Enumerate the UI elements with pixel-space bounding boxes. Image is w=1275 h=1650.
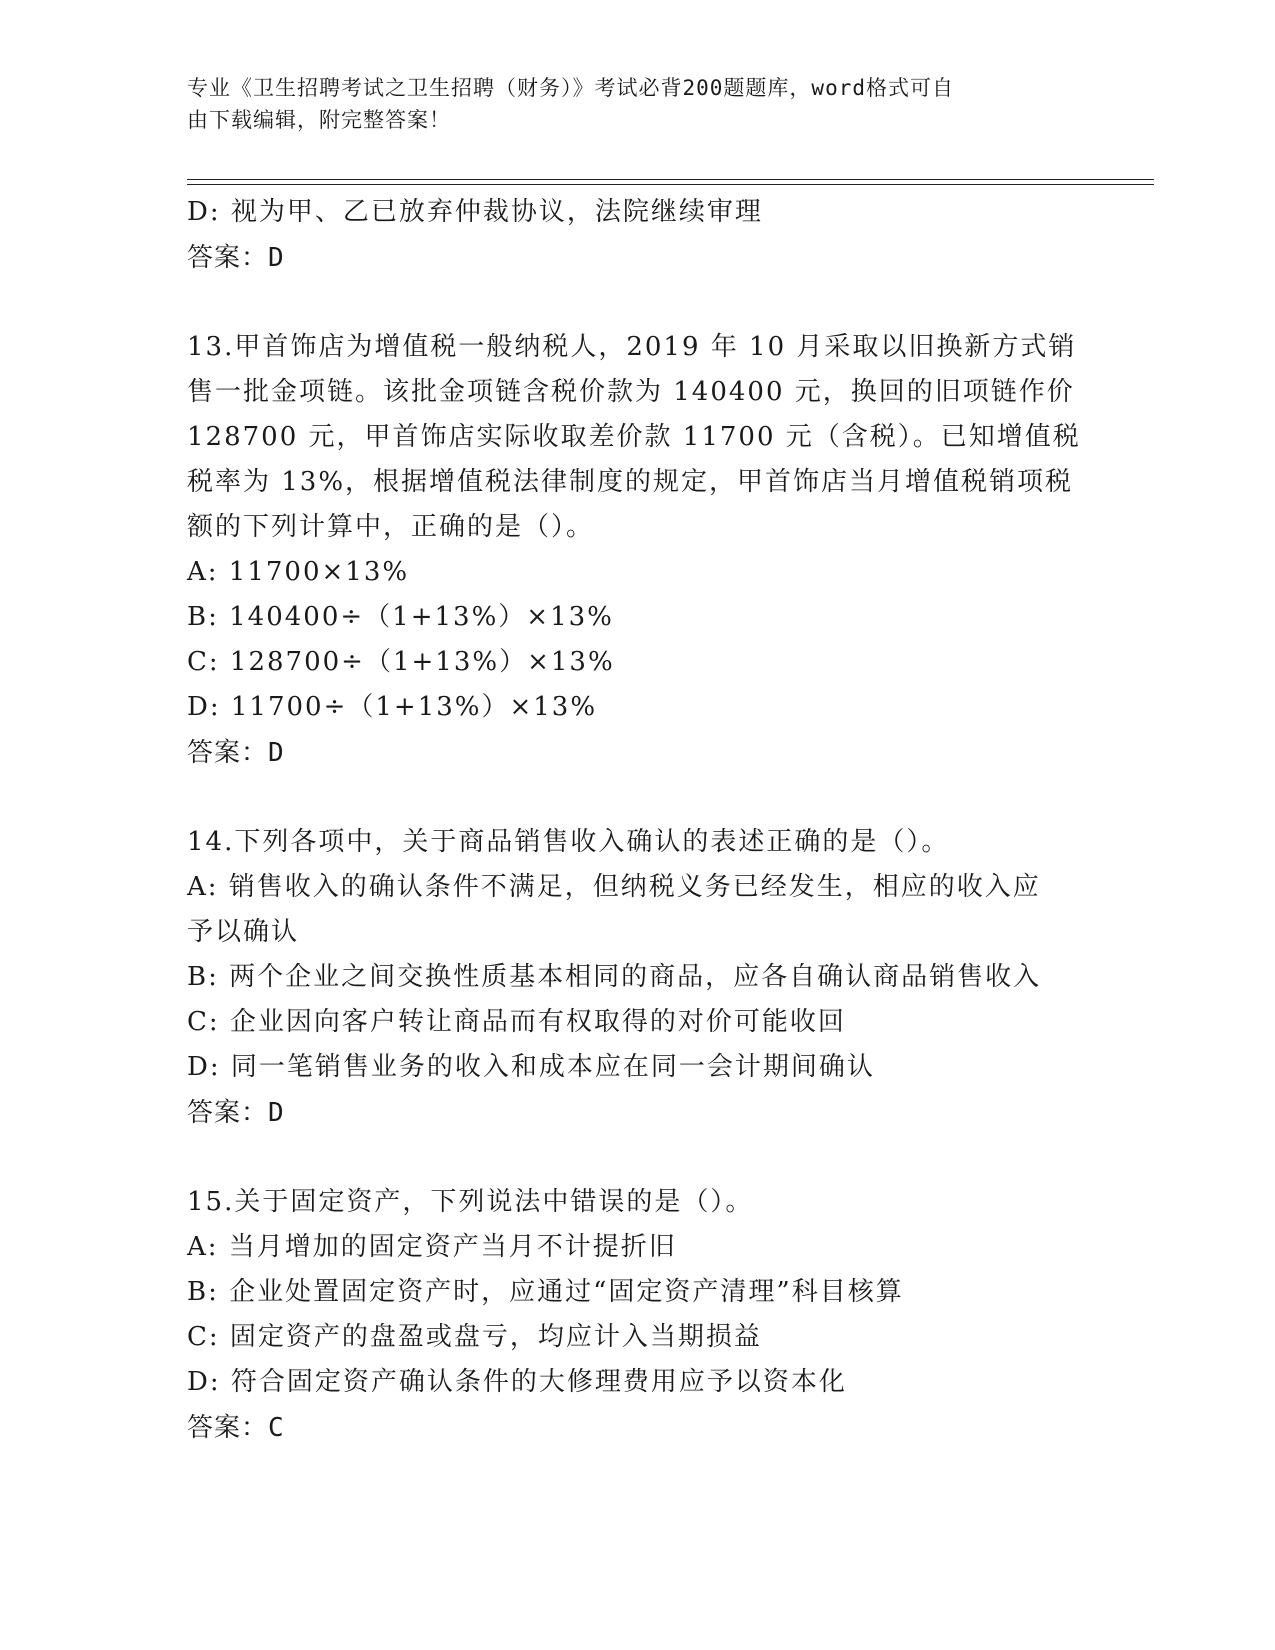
answer-line [187,1405,1087,1451]
question-stem-line: 128700 元，甲首饰店实际收取差价款 11700 元（含税）。已知增值税 [187,422,1081,452]
question-stem-line: 14.下列各项中，关于商品销售收入确认的表述正确的是（）。 [187,827,950,857]
question-content [187,190,1087,1451]
header-line-2: 由下载编辑，附完整答案！ [187,108,451,132]
option-c: C: 固定资产的盘盈或盘亏，均应计入当期损益 [187,1322,762,1352]
option-c: C: 企业因向客户转让商品而有权取得的对价可能收回 [187,1007,846,1037]
option-a: A: 11700×13% [187,557,410,587]
answer-value: C [268,1413,285,1443]
option-a: A: 当月增加的固定资产当月不计提折旧 [187,1232,677,1262]
answer-line [187,1090,1087,1136]
answer-value: D [268,738,285,768]
header-divider-bottom [187,184,1154,185]
question-stem-line: 税率为 13%，根据增值税法律制度的规定，甲首饰店当月增值税销项税 [187,467,1074,497]
answer-value: D [268,1098,285,1128]
option-d: D: 11700÷（1+13%）×13% [187,692,598,722]
spacer [187,776,1087,820]
option-d: D: 同一笔销售业务的收入和成本应在同一会计期间确认 [187,1052,875,1082]
option-d: D: 视为甲、乙已放弃仲裁协议，法院继续审理 [187,197,763,227]
answer-label: 答案： [187,243,269,273]
document-header [187,72,1087,136]
option-c: C: 128700÷（1+13%）×13% [187,647,615,677]
option-a: A: 销售收入的确认条件不满足，但纳税义务已经发生，相应的收入应 [187,872,1041,902]
question-13 [187,325,1087,776]
question-15 [187,1180,1087,1451]
spacer [187,1136,1087,1180]
answer-label: 答案： [187,1098,269,1128]
question-stem-line: 13.甲首饰店为增值税一般纳税人，2019 年 10 月采取以旧换新方式销 [187,332,1077,362]
option-a-continued: 予以确认 [187,917,300,947]
answer-line [187,730,1087,776]
question-stem-line: 15.关于固定资产，下列说法中错误的是（）。 [187,1187,754,1217]
option-b: B: 企业处置固定资产时，应通过“固定资产清理”科目核算 [187,1277,904,1307]
answer-label: 答案： [187,738,269,768]
header-line-1: 专业《卫生招聘考试之卫生招聘（财务）》考试必背200题题库，word格式可自 [187,76,954,100]
question-stem-line: 额的下列计算中，正确的是（）。 [187,512,595,542]
spacer [187,281,1087,325]
answer-line [187,235,1087,281]
answer-label: 答案： [187,1413,269,1443]
answer-value: D [268,243,285,273]
header-divider-top [187,179,1154,180]
option-d: D: 符合固定资产确认条件的大修理费用应予以资本化 [187,1367,847,1397]
option-b: B: 140400÷（1+13%）×13% [187,602,614,632]
question-stem-line: 售一批金项链。该批金项链含税价款为 140400 元，换回的旧项链作价 [187,377,1075,407]
option-b: B: 两个企业之间交换性质基本相同的商品，应各自确认商品销售收入 [187,962,1042,992]
question-14 [187,820,1087,1136]
